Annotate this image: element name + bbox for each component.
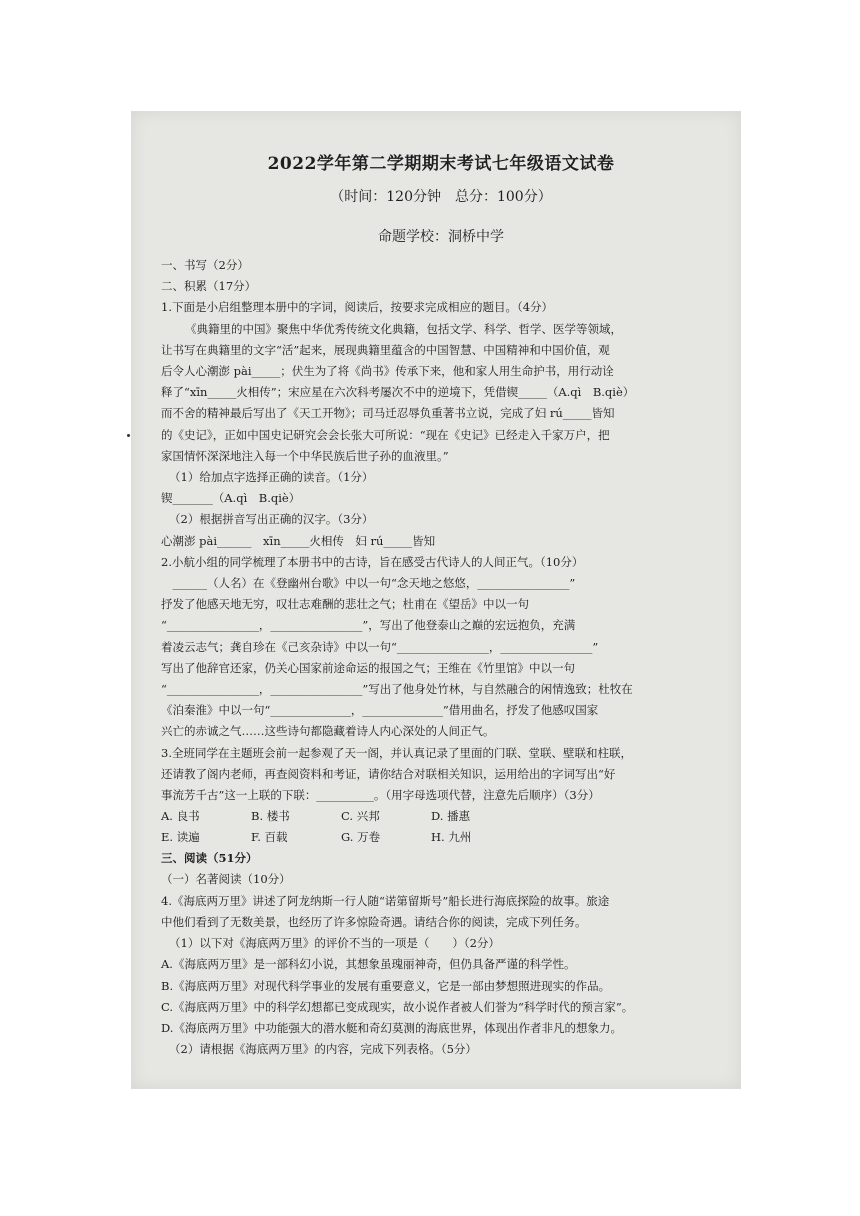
choice-a: A.《海底两万里》是一部科幻小说，其想象虽瑰丽神奇，但仍具备严谨的科学性。 (161, 957, 576, 972)
answer-line: 锲_______（A.qì B.qiè） (161, 491, 301, 506)
exam-paper-sheet (131, 111, 741, 1089)
poem-line: 《泊秦淮》中以一句“______________，______________”借用曲名，抒发了他感叹国家 (161, 703, 599, 718)
question-3: 3.全班同学在主题班会前一起参观了天一阁，并认真记录了里面的门联、堂联、壁联和柱联， (161, 745, 632, 760)
subsection-classics: （一）名著阅读（10分） (161, 872, 291, 887)
exam-school: 命题学校：洞桥中学 (378, 229, 504, 245)
ink-dot (127, 434, 130, 437)
question-4-line: 中他们看到了无数美景，也经历了许多惊险奇遇。请结合你的阅读，完成下列任务。 (161, 914, 587, 929)
question-3-line: 事流芳千古”这一上联的下联：__________。（用字母选项代替，注意先后顺序）（3分） (161, 788, 600, 803)
passage-line: 而不舍的精神最后写出了《天工开物》；司马迁忍辱负重著书立说，完成了妇 rú_____皆知 (161, 406, 615, 421)
option-h: H. 九州 (431, 830, 472, 845)
question-3-line: 还请教了阁内老师，再查阅资料和考证，请你结合对联相关知识，运用给出的字词写出“好 (161, 766, 616, 781)
option-g: G. 万卷 (341, 830, 381, 845)
poem-line: ______（人名）在《登幽州台歌》中以一句“念天地之悠悠，________________” (161, 576, 576, 591)
section-reading: 三、阅读（51分） (161, 851, 258, 866)
sub-question-4-2: （2）请根据《海底两万里》的内容，完成下列表格。（5分） (169, 1042, 477, 1057)
passage-line: 释了“xīn_____火相传”；宋应星在六次科考屡次不中的逆境下，凭借锲_____（A.qì B.qiè） (161, 385, 635, 400)
question-4: 4.《海底两万里》讲述了阿龙纳斯一行人随“诺第留斯号”船长进行海底探险的故事。旅途 (161, 893, 610, 908)
choice-c: C.《海底两万里》中的科学幻想都已变成现实，故小说作者被人们誉为“科学时代的预言家”。 (161, 999, 634, 1014)
option-a: A. 良书 (161, 809, 200, 824)
sub-question-1-1: （1）给加点字选择正确的读音。（1分） (169, 470, 374, 485)
option-e: E. 读遍 (161, 830, 200, 845)
exam-content (161, 149, 721, 1060)
passage-line: 让书写在典籍里的文字“活”起来，展现典籍里蕴含的中国智慧、中国精神和中国价值，观 (161, 342, 610, 357)
exam-time-score: （时间：120分钟 总分：100分） (330, 189, 552, 205)
poem-line: “________________，________________”，写出了他登泰山之巅的宏远抱负，充满 (161, 618, 576, 633)
choice-b: B.《海底两万里》对现代科学事业的发展有重要意义，它是一部由梦想照进现实的作品。 (161, 978, 611, 993)
sub-question-1-2: （2）根据拼音写出正确的汉字。（3分） (169, 512, 374, 527)
poem-line: 兴亡的赤诚之气……这些诗句都隐藏着诗人内心深处的人间正气。 (161, 724, 495, 739)
choice-d: D.《海底两万里》中功能强大的潜水艇和奇幻莫测的海底世界，体现出作者非凡的想象力。 (161, 1020, 622, 1035)
passage-line: 《典籍里的中国》聚焦中华优秀传统文化典籍，包括文学、科学、哲学、医学等领域， (185, 321, 622, 336)
section-writing: 一、书写（2分） (161, 258, 249, 272)
poem-line: 着凌云志气；龚自珍在《己亥杂诗》中以一句“________________，________________” (161, 639, 599, 654)
options-row-2 (161, 827, 721, 848)
section-accumulation: 二、积累（17分） (161, 279, 257, 294)
question-1: 1.下面是小启组整理本册中的字词，阅读后，按要求完成相应的题目。（4分） (161, 300, 554, 315)
sub-question-4-1: （1）以下对《海底两万里》的评价不当的一项是（ ）（2分） (169, 936, 500, 951)
option-f: F. 百载 (251, 830, 288, 845)
option-d: D. 播惠 (431, 809, 471, 824)
answer-line: 心潮澎 pài______ xīn_____火相传 妇 rú_____皆知 (161, 533, 436, 548)
poem-line: 抒发了他感天地无穷，叹壮志难酬的悲壮之气；杜甫在《望岳》中以一句 (161, 597, 529, 612)
poem-line: “________________，________________”写出了他身处竹林，与自然融合的闲情逸致；杜牧在 (161, 682, 633, 697)
option-b: B. 楼书 (251, 809, 290, 824)
passage-line: 的《史记》，正如中国史记研究会会长张大可所说：“现在《史记》已经走入千家万户，把 (161, 427, 610, 442)
passage-line: 后令人心潮澎 pài_____；伏生为了将《尚书》传承下来，他和家人用生命护书，用行动诠 (161, 364, 614, 379)
question-2: 2.小航小组的同学梳理了本册书中的古诗，旨在感受古代诗人的人间正气。（10分） (161, 554, 584, 569)
option-c: C. 兴邦 (341, 809, 380, 824)
passage-line: 家国情怀深深地注入每一个中华民族后世子孙的血液里。” (161, 448, 449, 463)
poem-line: 写出了他辞官还家，仍关心国家前途命运的报国之气；王维在《竹里馆》中以一句 (161, 660, 575, 675)
exam-title: 2022学年第二学期期末考试七年级语文试卷 (267, 154, 615, 174)
options-row-1 (161, 806, 721, 827)
